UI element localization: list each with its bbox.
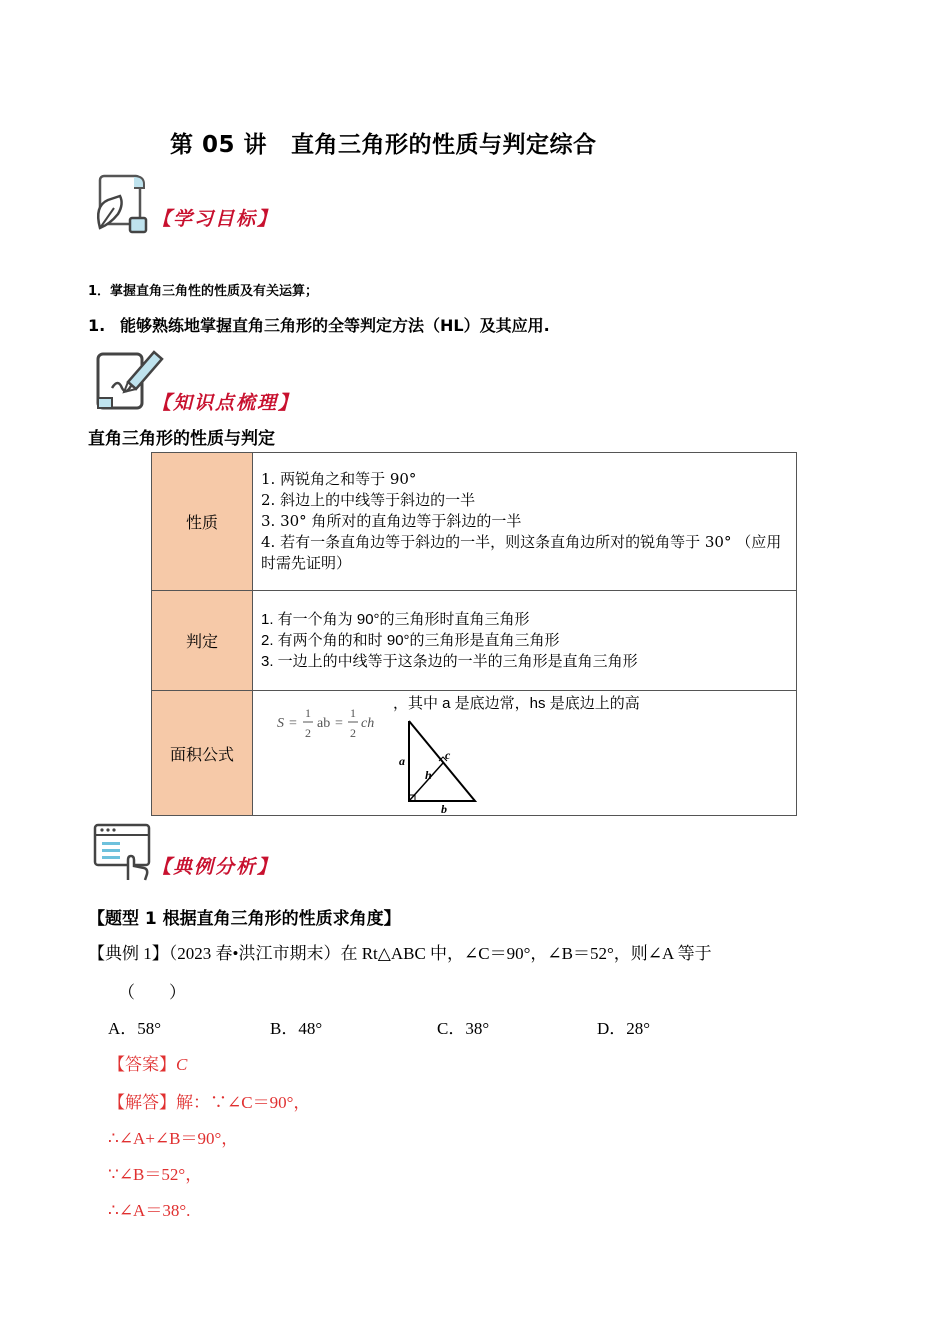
area-label: 面积公式 (152, 691, 253, 816)
section-heading: 直角三角形的性质与判定 (88, 429, 275, 449)
browser-hand-icon (92, 822, 152, 882)
examples-banner: 【典例分析】 (152, 856, 279, 878)
criteria-item: 2. 有两个角的和时 90°的三角形是直角三角形 (261, 632, 560, 649)
option-b: B．48° (270, 1019, 323, 1038)
lecture-number: 第 05 讲 (170, 132, 268, 158)
option-c: C．38° (437, 1019, 490, 1038)
property-item: 1. 两锐角之和等于 90° (261, 470, 417, 488)
knowledge-banner: 【知识点梳理】 (152, 392, 300, 414)
property-item: 4. 若有一条直角边等于斜边的一半，则这条直角边所对的锐角等于 30° （应用时需先证明） (261, 533, 782, 572)
criteria-row (152, 591, 797, 691)
answer-blank: （ ） (118, 983, 186, 1002)
criteria-item: 3. 一边上的中线等于这条边的一半的三角形是直角三角形 (261, 653, 638, 670)
lecture-topic: 直角三角形的性质与判定综合 (291, 132, 597, 158)
properties-label: 性质 (152, 453, 253, 591)
objective-2: 1. 能够熟练地掌握直角三角形的全等判定方法（HL）及其应用. (88, 316, 550, 335)
example-question: 【典例 1】（2023 春•洪江市期末）在 Rt△ABC 中，∠C＝90°，∠B＝52°，则∠A 等于 (88, 944, 712, 963)
solution-line-4: ∴∠A＝38°. (108, 1201, 191, 1220)
properties-content (253, 453, 797, 591)
answer-line (108, 1050, 187, 1075)
area-note: ，其中 a 是底边常，hs 是底边上的高 (393, 695, 640, 712)
svg-text:=: = (289, 716, 297, 731)
svg-text:ch: ch (361, 716, 375, 731)
option-d: D．28° (597, 1019, 651, 1038)
properties-row (152, 453, 797, 591)
solution-line-3: ∵∠B＝52°， (108, 1165, 203, 1184)
objective-1: 1．掌握直角三角性的性质及有关运算； (88, 284, 319, 299)
property-item: 2. 斜边上的中线等于斜边的一半 (261, 491, 476, 509)
criteria-item: 1. 有一个角为 90°的三角形时直角三角形 (261, 611, 530, 628)
label-a: a (399, 754, 405, 768)
svg-text:1: 1 (305, 706, 311, 720)
scroll-quill-icon (90, 170, 154, 240)
page-title (170, 126, 597, 159)
label-c: c (445, 748, 451, 762)
label-b: b (441, 802, 447, 815)
svg-text:2: 2 (350, 726, 356, 740)
criteria-label: 判定 (152, 591, 253, 691)
area-content (253, 691, 797, 816)
svg-text:1: 1 (350, 706, 356, 720)
formula-s: S (277, 716, 284, 731)
solution-line-2: ∴∠A+∠B＝90°， (108, 1129, 239, 1148)
answer-label: 【答案】 (108, 1055, 176, 1074)
solution-line-1: 【解答】解：∵∠C＝90°， (108, 1093, 311, 1112)
svg-text:ab: ab (317, 716, 331, 731)
right-triangle-figure (399, 721, 475, 815)
criteria-content (253, 591, 797, 691)
option-a: A．58° (108, 1019, 162, 1038)
property-item: 3. 30° 角所对的直角边等于斜边的一半 (261, 512, 522, 530)
answer-value: C (176, 1055, 188, 1074)
label-h: h (425, 768, 432, 782)
question-type-heading: 【题型 1 根据直角三角形的性质求角度】 (88, 909, 401, 929)
area-row (152, 691, 797, 816)
svg-text:2: 2 (305, 726, 311, 740)
knowledge-table (151, 452, 797, 816)
svg-text:=: = (335, 716, 343, 731)
area-figure (253, 691, 793, 815)
objectives-banner: 【学习目标】 (152, 208, 279, 230)
